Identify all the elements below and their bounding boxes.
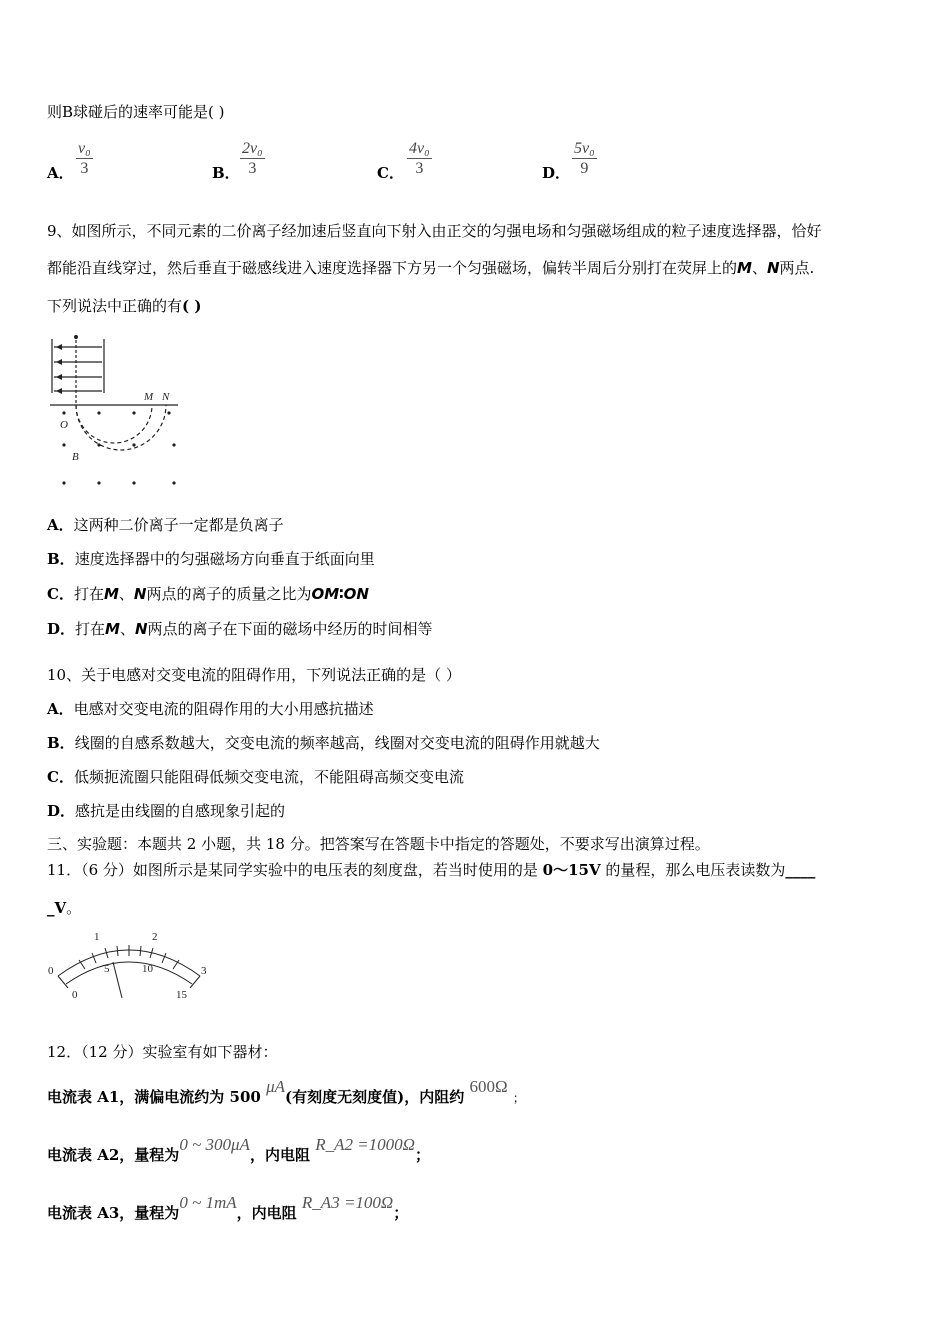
fraction: $\frac{\text{2v₀}}{3}$ bbox=[242, 140, 263, 177]
velocity-selector-figure bbox=[44, 333, 184, 493]
q10-option-c[interactable]: C．低频扼流圈只能阻碍低频交变电流，不能阻碍高频交变电流 bbox=[47, 768, 464, 786]
q10-stem: 10、关于电感对交变电流的阻碍作用，下列说法正确的是（ ） bbox=[47, 666, 461, 684]
q9-option-c[interactable]: C．打在M、N两点的离子的质量之比为OM∶ON bbox=[47, 585, 369, 603]
q12-ammeter-a2: 电流表 A2，量程为0 ~ 300μA，内电阻 R_A2 =1000Ω； bbox=[47, 1135, 430, 1164]
q9-option-b[interactable]: B．速度选择器中的匀强磁场方向垂直于纸面向里 bbox=[47, 550, 375, 568]
dial-inner-5: 5 bbox=[104, 963, 110, 975]
option-label: B． bbox=[212, 164, 240, 182]
q12-ammeter-a1: 电流表 A1，满偏电流约为 500 μA(有刻度无刻度值)，内阻约 600Ω ； bbox=[47, 1077, 525, 1106]
option-label: A． bbox=[47, 164, 74, 182]
label-n: N bbox=[162, 391, 170, 403]
dial-inner-0: 0 bbox=[72, 989, 78, 1001]
label-m: M bbox=[144, 391, 154, 403]
q10-option-b[interactable]: B．线圈的自感系数越大，交变电流的频率越高，线圈对交变电流的阻碍作用就越大 bbox=[47, 734, 600, 752]
answer-blank[interactable]: ____ bbox=[785, 861, 816, 879]
q9-stem-line1: 9、如图所示，不同元素的二价离子经加速后竖直向下射入由正交的匀强电场和匀强磁场组成的粒子速度选择器，恰好 bbox=[47, 222, 822, 240]
q9-stem-line3: 下列说法中正确的有( ) bbox=[47, 297, 202, 315]
q9-option-a[interactable]: A．这两种二价离子一定都是负离子 bbox=[47, 516, 284, 534]
option-label: D． bbox=[542, 164, 571, 182]
section-title: 三、实验题：本题共 2 小题，共 18 分。把答案写在答题卡中指定的答题处，不要求写出演算过程。 bbox=[47, 835, 710, 853]
option-label: C． bbox=[377, 164, 404, 182]
q11-stem: 11．（6 分）如图所示是某同学实验中的电压表的刻度盘，若当时使用的是 0～15V 的量程，那么电压表读数为____ bbox=[47, 861, 816, 879]
fraction: $\frac{\text{5v₀}}{9}$ bbox=[574, 140, 595, 177]
answer-blank-unit[interactable]: _V bbox=[47, 899, 67, 917]
q9-stem-line2: 都能沿直线穿过，然后垂直于磁感线进入速度选择器下方另一个匀强磁场，偏转半周后分别打在荧屏上的M、N两点. bbox=[47, 259, 815, 277]
q10-option-d[interactable]: D．感抗是由线圈的自感现象引起的 bbox=[47, 802, 286, 820]
voltmeter-dial bbox=[44, 928, 214, 1010]
label-b: B bbox=[72, 451, 79, 463]
dial-outer-0: 0 bbox=[48, 965, 54, 977]
q11-stem-cont: _V。 bbox=[47, 899, 82, 917]
q9-option-d[interactable]: D．打在M、N两点的离子在下面的磁场中经历的时间相等 bbox=[47, 620, 433, 638]
q12-ammeter-a3: 电流表 A3，量程为0 ~ 1mA，内电阻 R_A3 =100Ω； bbox=[47, 1193, 409, 1222]
q12-stem: 12．（12 分）实验室有如下器材： bbox=[47, 1043, 278, 1061]
q8-stem: 则B球碰后的速率可能是( ) bbox=[47, 103, 225, 121]
dial-outer-3: 3 bbox=[201, 965, 207, 977]
dial-inner-10: 10 bbox=[142, 963, 153, 975]
dial-inner-15: 15 bbox=[176, 989, 187, 1001]
fraction: $\frac{\text{4v₀}}{3}$ bbox=[409, 140, 430, 177]
label-o: O bbox=[60, 419, 68, 431]
fraction: $\frac{\text{v₀}}{3}$ bbox=[78, 140, 91, 177]
q10-option-a[interactable]: A．电感对交变电流的阻碍作用的大小用感抗描述 bbox=[47, 700, 374, 718]
dial-outer-1: 1 bbox=[94, 931, 100, 943]
dial-outer-2: 2 bbox=[152, 931, 158, 943]
